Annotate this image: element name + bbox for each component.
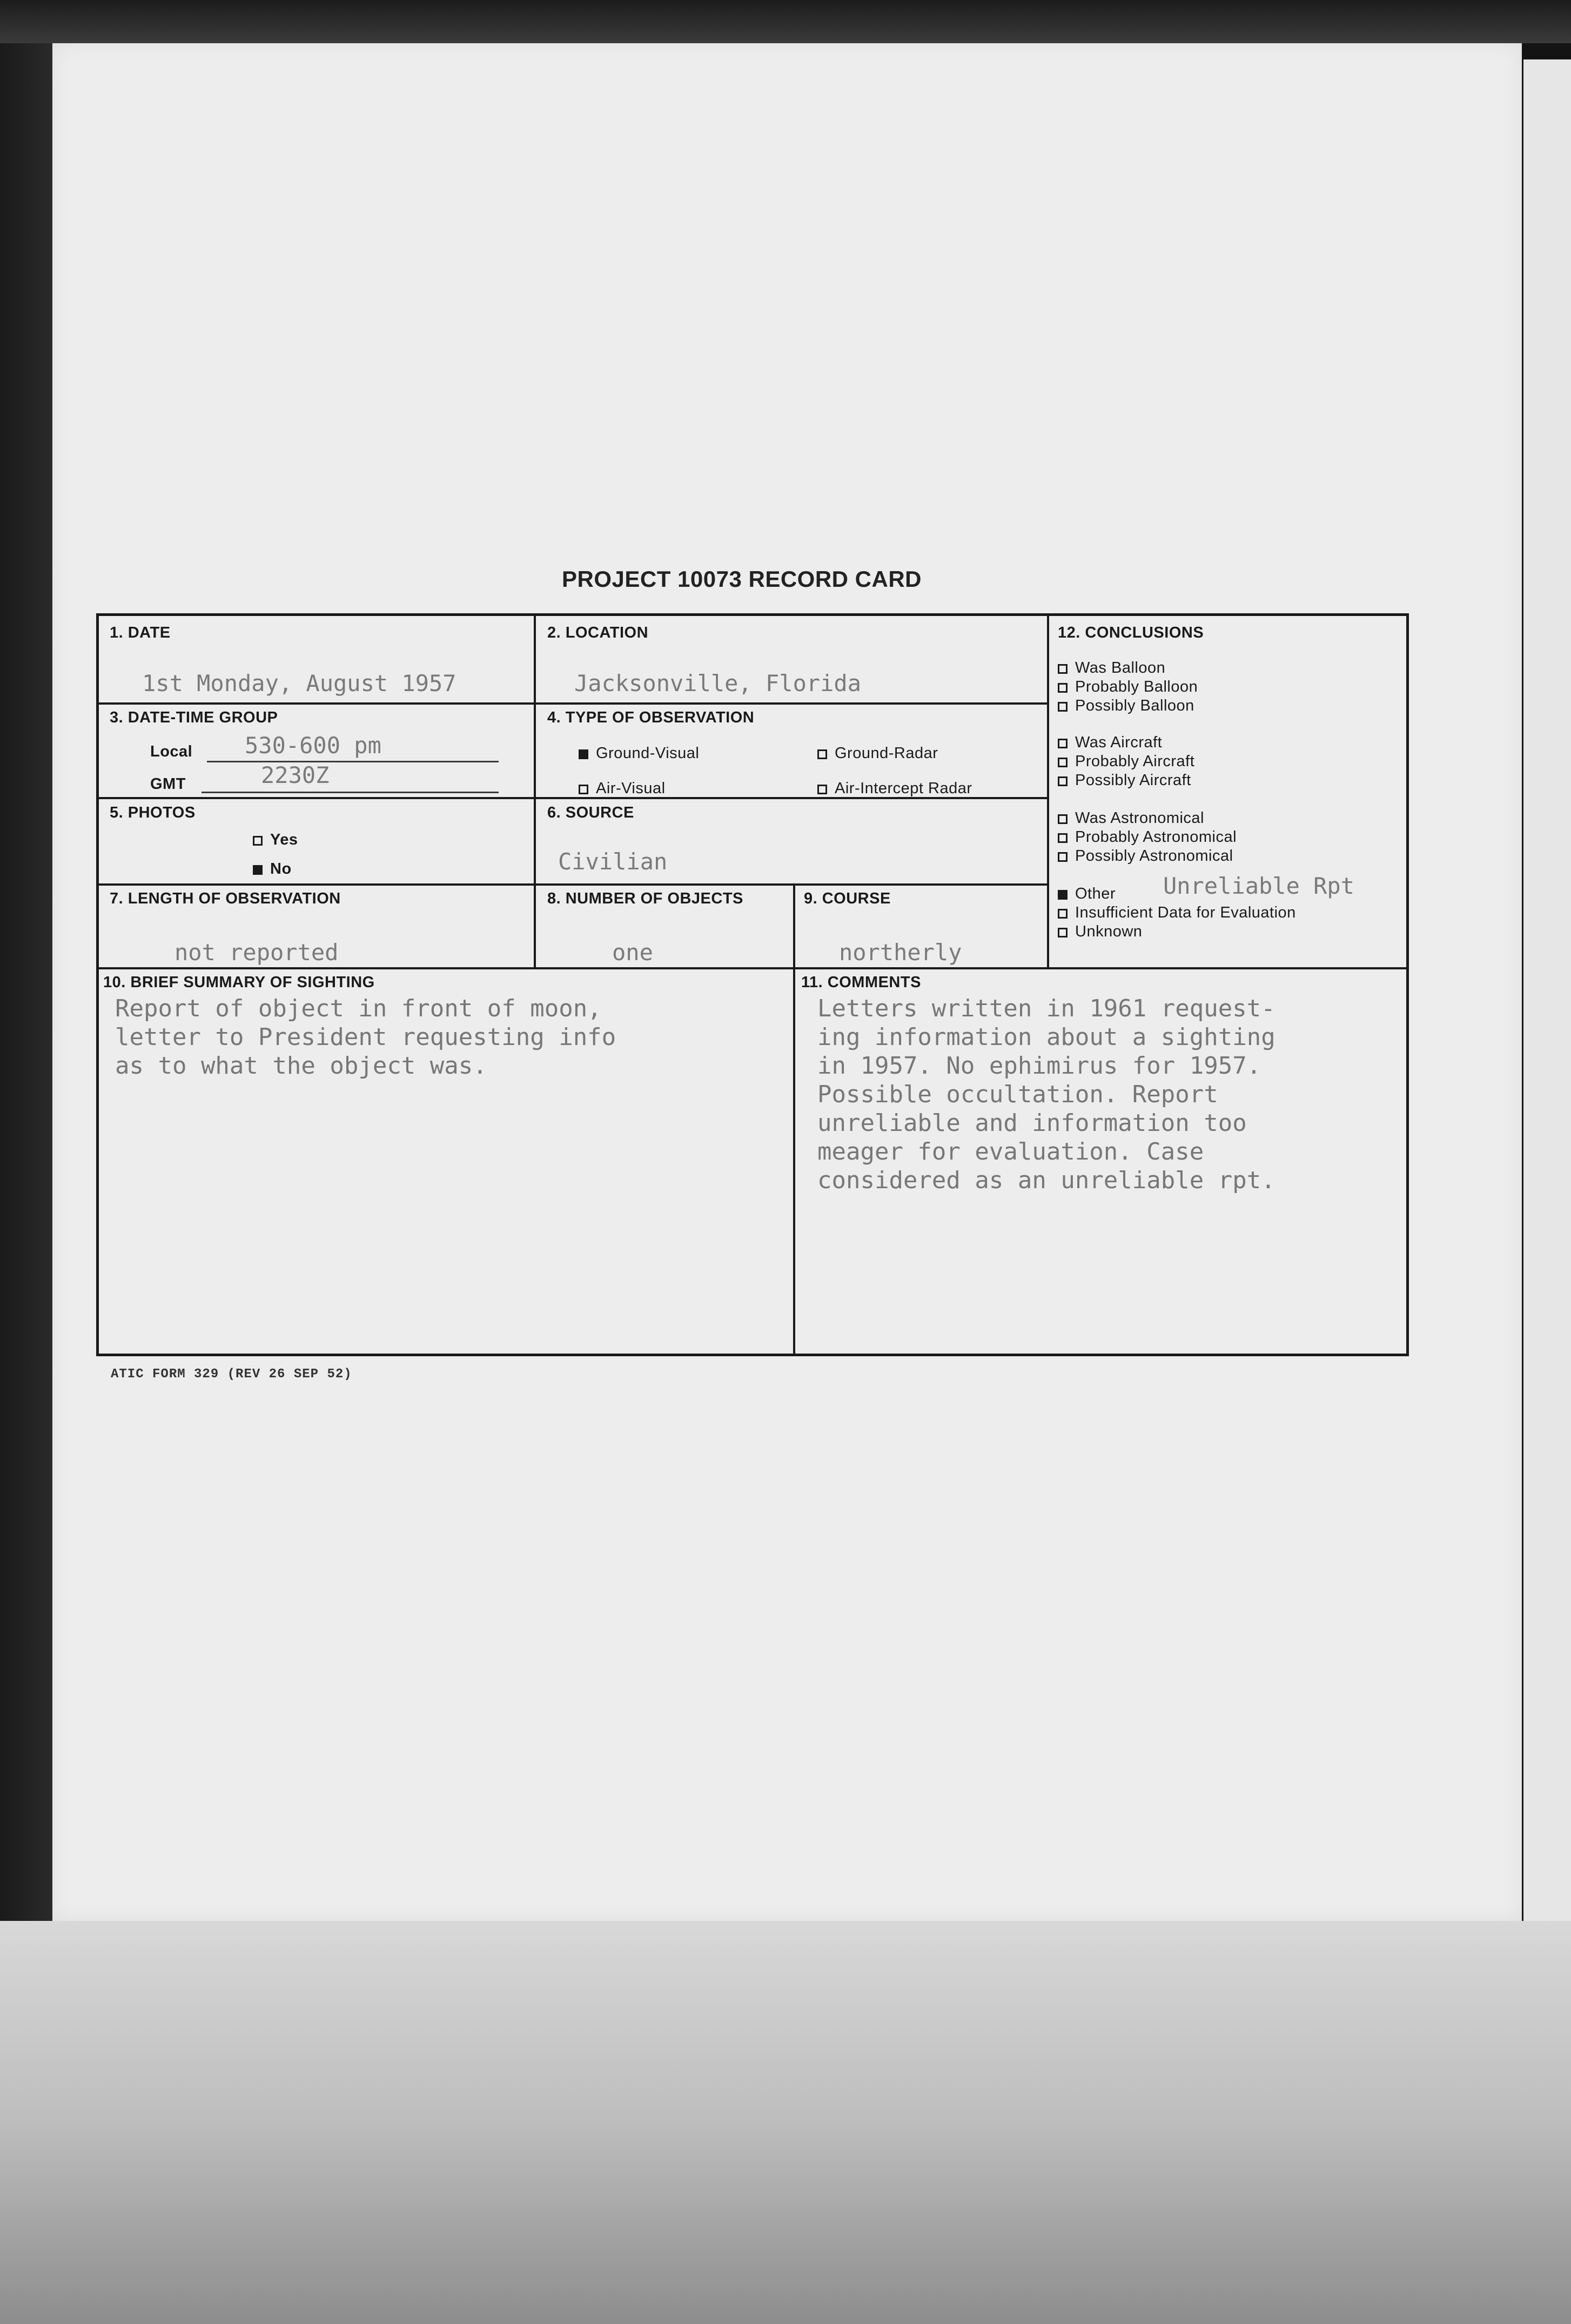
record-card (96, 613, 1409, 1356)
gmt-value: 2230Z (261, 762, 330, 788)
comments-line: considered as an unreliable rpt. (817, 1167, 1275, 1194)
form-number: ATIC FORM 329 (REV 26 SEP 52) (111, 1367, 352, 1382)
source-label: 6. SOURCE (547, 804, 634, 821)
summary-label: 10. BRIEF SUMMARY OF SIGHTING (103, 974, 375, 991)
local-underline (207, 761, 499, 762)
conclusions-list (1058, 659, 1404, 962)
checkbox-icon (1058, 702, 1068, 712)
checkbox-icon (1058, 683, 1068, 693)
summary-line: letter to President requesting info (115, 1023, 616, 1051)
divider (793, 967, 795, 1356)
checkbox-icon (817, 749, 827, 759)
divider (99, 702, 1047, 705)
conclusion-unknown: Unknown (1058, 923, 1142, 941)
checkbox-icon (817, 785, 827, 794)
location-label: 2. LOCATION (547, 624, 649, 641)
gmt-underline (202, 792, 499, 793)
gmt-label: GMT (150, 775, 186, 793)
summary-line: Report of object in front of moon, (115, 995, 602, 1022)
option-air-intercept-radar: Air-Intercept Radar (817, 780, 972, 798)
checkbox-icon (579, 785, 588, 794)
photos-no: No (253, 860, 292, 878)
comments-line: in 1957. No ephimirus for 1957. (817, 1052, 1261, 1080)
course-label: 9. COURSE (804, 890, 891, 907)
summary-line: as to what the object was. (115, 1052, 487, 1080)
course-value: northerly (839, 939, 962, 966)
comments-text (817, 994, 1275, 1195)
checkbox-icon (1058, 909, 1068, 919)
conclusion-was-aircraft: Was Aircraft (1058, 734, 1162, 752)
conclusion-other-value: Unreliable Rpt (1163, 873, 1355, 899)
dtg-label: 3. DATE-TIME GROUP (110, 709, 278, 726)
date-value: 1st Monday, August 1957 (142, 670, 456, 696)
conclusion-was-astronomical: Was Astronomical (1058, 809, 1204, 827)
checkbox-icon (1058, 814, 1068, 824)
checkbox-checked-icon (253, 865, 263, 875)
film-top-edge (0, 0, 1571, 43)
divider (99, 883, 1047, 886)
checkbox-icon (1058, 776, 1068, 786)
divider (534, 616, 536, 967)
checkbox-icon (1058, 758, 1068, 767)
local-value: 530-600 pm (245, 732, 381, 759)
checkbox-icon (1058, 852, 1068, 862)
paper-right-strip (1523, 59, 1571, 1929)
option-ground-radar: Ground-Radar (817, 745, 938, 762)
option-air-visual: Air-Visual (579, 780, 666, 798)
checkbox-checked-icon (579, 749, 588, 759)
conclusion-possibly-aircraft: Possibly Aircraft (1058, 772, 1191, 789)
date-label: 1. DATE (110, 624, 171, 641)
length-value: not reported (174, 939, 339, 966)
number-value: one (612, 939, 653, 966)
film-left-edge (0, 43, 52, 1921)
comments-line: meager for evaluation. Case (817, 1138, 1204, 1166)
checkbox-icon (253, 836, 263, 846)
divider (99, 967, 1409, 969)
film-bottom-area (0, 1921, 1571, 2324)
conclusion-other: Other (1058, 885, 1116, 903)
comments-line: unreliable and information too (817, 1109, 1247, 1137)
comments-line: Letters written in 1961 request- (817, 995, 1275, 1022)
local-label: Local (150, 743, 193, 760)
length-label: 7. LENGTH OF OBSERVATION (110, 890, 341, 907)
comments-label: 11. COMMENTS (801, 974, 921, 991)
checkbox-icon (1058, 664, 1068, 674)
photos-yes: Yes (253, 831, 298, 849)
checkbox-checked-icon (1058, 890, 1068, 900)
number-label: 8. NUMBER OF OBJECTS (547, 890, 743, 907)
conclusion-insufficient-data: Insufficient Data for Evaluation (1058, 904, 1296, 922)
card-title: PROJECT 10073 RECORD CARD (562, 566, 922, 592)
conclusions-label: 12. CONCLUSIONS (1058, 624, 1204, 641)
conclusion-possibly-astronomical: Possibly Astronomical (1058, 847, 1233, 865)
conclusion-probably-aircraft: Probably Aircraft (1058, 753, 1194, 771)
type-obs-label: 4. TYPE OF OBSERVATION (547, 709, 755, 726)
conclusion-probably-balloon: Probably Balloon (1058, 678, 1198, 696)
divider (793, 883, 795, 967)
comments-line: Possible occultation. Report (817, 1081, 1218, 1108)
comments-line: ing information about a sighting (817, 1023, 1275, 1051)
summary-text (115, 994, 616, 1080)
location-value: Jacksonville, Florida (574, 670, 862, 696)
photos-label: 5. PHOTOS (110, 804, 196, 821)
checkbox-icon (1058, 739, 1068, 748)
checkbox-icon (1058, 833, 1068, 843)
source-value: Civilian (558, 848, 668, 875)
conclusion-possibly-balloon: Possibly Balloon (1058, 697, 1194, 715)
option-ground-visual: Ground-Visual (579, 745, 699, 762)
conclusion-probably-astronomical: Probably Astronomical (1058, 828, 1237, 846)
divider (1047, 616, 1049, 967)
checkbox-icon (1058, 928, 1068, 937)
conclusion-was-balloon: Was Balloon (1058, 659, 1165, 677)
